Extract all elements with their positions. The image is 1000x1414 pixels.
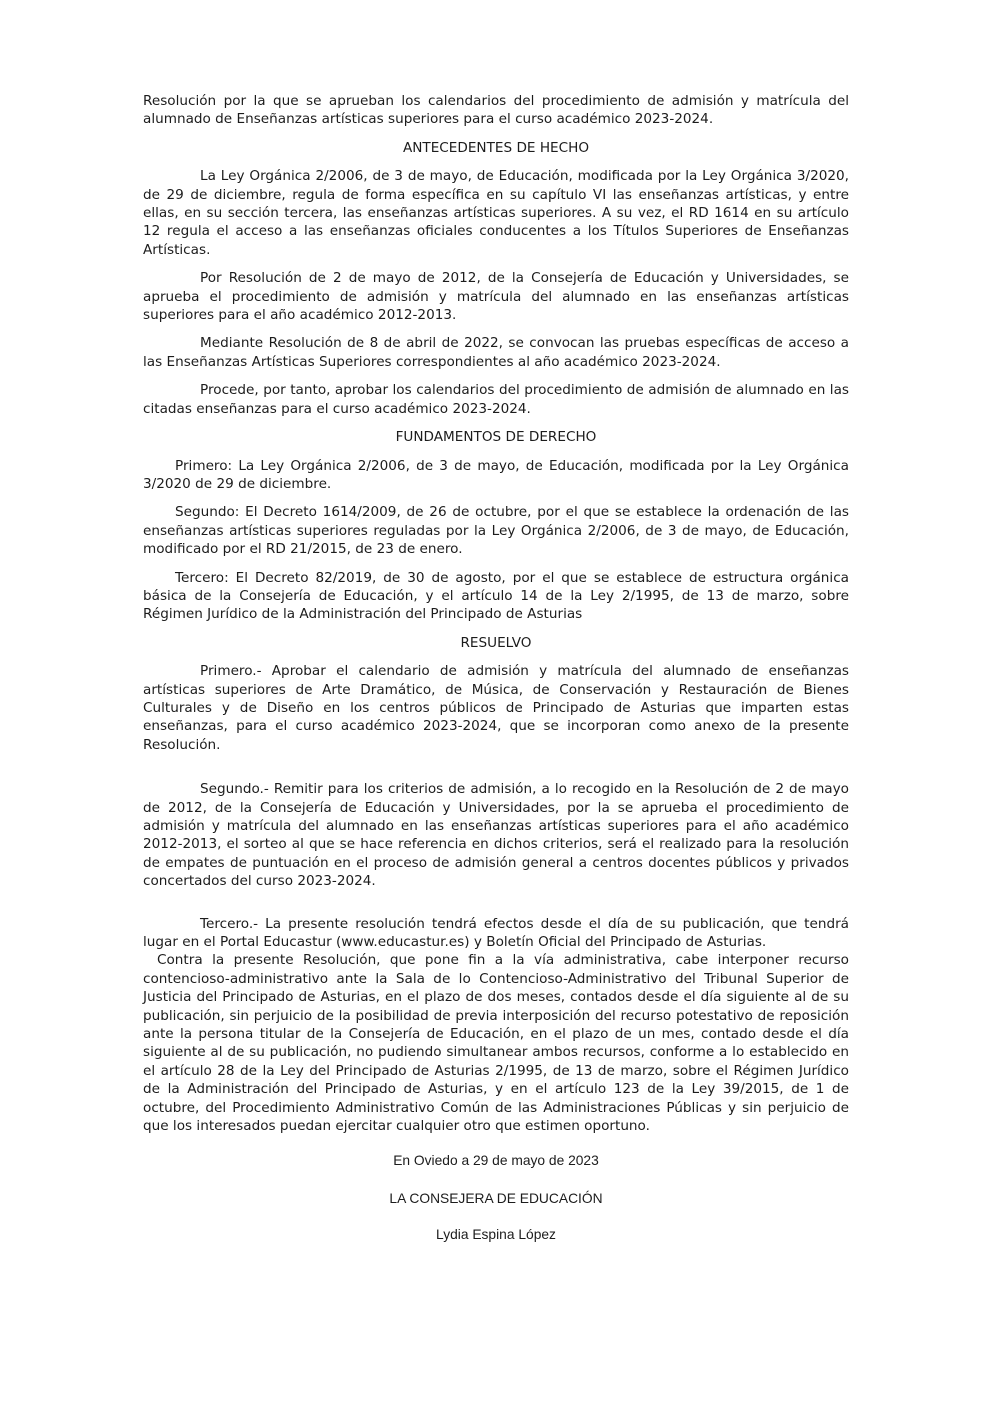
resuelvo-tercero: Tercero.- La presente resolución tendrá efectos desde el día de su publicación, que tendrá lugar en el Portal Educastur (www.educastur.es) y Boletín Oficial del Principado de Asturias. <box>143 915 849 951</box>
recurso-paragraph: Contra la presente Resolución, que pone fin a la vía administrativa, cabe interponer recurso contencioso-administrativo ante la Sala de lo Contencioso-Administrativo del Tribunal Superior de Justicia del Principado de Asturias, en el plazo de dos meses, contados desde el día siguiente al de su publicación, sin perjuicio de la posibilidad de previa interposición del recurso potestativo de reposición ante la persona titular de la Consejería de Educación, en el plazo de un mes, contado desde el día siguiente al de su publicación, no pudiendo simultanear ambos recursos, conforme a lo establecido en el artículo 28 de la Ley del Principado de Asturias 2/1995, de 13 de marzo, sobre el Régimen Jurídico de la Administración del Principado de Asturias, y en el artículo 123 de la Ley 39/2015, de 1 de octubre, del Procedimiento Administrativo Común de las Administraciones Públicas y sin perjuicio de que los interesados puedan ejercitar cualquier otro que estimen oportuno. <box>143 952 849 1135</box>
signature-name: Lydia Espina López <box>436 1227 556 1243</box>
antecedente-paragraph-4: Procede, por tanto, aprobar los calendarios del procedimiento de admisión de alumnado en las citadas enseñanzas para el curso académico 2023-2024. <box>143 382 849 417</box>
resolution-title: Resolución por la que se aprueban los calendarios del procedimiento de admisión y matrícula del alumnado de Enseñanzas artísticas superiores para el curso académico 2023-2024. <box>143 93 849 128</box>
resuelvo-primero: Primero.- Aprobar el calendario de admisión y matrícula del alumnado de enseñanzas artísticas superiores de Arte Dramático, de Música, de Conservación y Restauración de Bienes Culturales y de Diseño en los centros públicos de Principado de Asturias que imparten estas enseñanzas, para el curso académico 2023-2024, que se incorporan como anexo de la presente Resolución. <box>143 663 849 753</box>
fundamento-primero: Primero: La Ley Orgánica 2/2006, de 3 de mayo, de Educación, modificada por la Ley Orgánica 3/2020 de 29 de diciembre. <box>143 457 849 492</box>
heading-antecedentes-de-hecho: ANTECEDENTES DE HECHO <box>402 139 590 156</box>
document-page <box>143 92 849 1245</box>
antecedente-paragraph-1: La Ley Orgánica 2/2006, de 3 de mayo, de Educación, modificada por la Ley Orgánica 3/2020, de 29 de diciembre, regula de forma específica en su capítulo VI las enseñanzas artísticas, y entre ellas, en su sección tercera, las enseñanzas artísticas superiores. A su vez, el RD 1614 en su artículo 12 regula el acceso a las enseñanzas oficiales conducentes a los Títulos Superiores de Enseñanzas Artísticas. <box>143 168 849 258</box>
fundamento-tercero: Tercero: El Decreto 82/2019, de 30 de agosto, por el que se establece de estructura orgánica básica de la Consejería de Educación, y el artículo 14 de la Ley 2/1995, de 13 de marzo, sobre Régimen Jurídico de la Administración del Principado de Asturias <box>143 569 849 623</box>
fundamento-segundo: Segundo: El Decreto 1614/2009, de 26 de octubre, por el que se establece la ordenación de las enseñanzas artísticas superiores reguladas por la Ley Orgánica 2/2006, de 3 de mayo, de Educación, modificado por el RD 21/2015, de 23 de enero. <box>143 504 849 558</box>
antecedente-paragraph-3: Mediante Resolución de 8 de abril de 2022, se convocan las pruebas específicas de acceso a las Enseñanzas Artísticas Superiores correspondientes al año académico 2023-2024. <box>143 335 849 370</box>
signature-place-date: En Oviedo a 29 de mayo de 2023 <box>393 1152 599 1168</box>
heading-fundamentos-de-derecho: FUNDAMENTOS DE DERECHO <box>395 429 597 446</box>
resuelvo-segundo: Segundo.- Remitir para los criterios de admisión, a lo recogido en la Resolución de 2 de mayo de 2012, de la Consejería de Educación y Universidades, por la se aprueba el procedimiento de admisión y matrícula del alumnado en las enseñanzas artísticas superiores para el año académico 2012-2013, el sorteo al que se hace referencia en dichos criterios, será el realizado para la resolución de empates de puntuación en el proceso de admisión general a centros docentes públicos y privados concertados del curso 2023-2024. <box>143 781 849 890</box>
heading-resuelvo: RESUELVO <box>460 634 532 651</box>
antecedente-paragraph-2: Por Resolución de 2 de mayo de 2012, de la Consejería de Educación y Universidades, se aprueba el procedimiento de admisión y matrícula del alumnado en las enseñanzas artísticas superiores para el año académico 2012-2013. <box>143 270 849 324</box>
signature-role: LA CONSEJERA DE EDUCACIÓN <box>389 1190 603 1206</box>
